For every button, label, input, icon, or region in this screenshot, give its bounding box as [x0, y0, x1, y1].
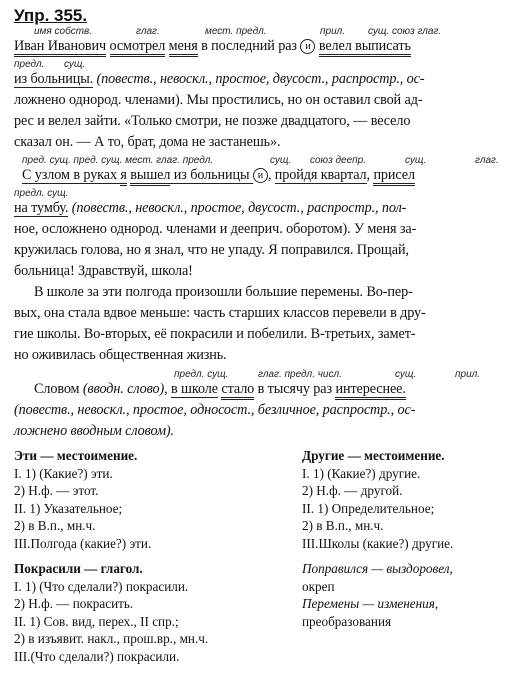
text-line: кружилась голова, но я знал, что не упаду. Я поправился. Прощай, [14, 242, 409, 258]
text-line: ложнено однород. членами). Мы простились, но он оставил свой ад- [14, 92, 423, 108]
exercise-title: Упр. 355. [14, 6, 88, 25]
annotation: сущ. [270, 155, 292, 166]
analysis-right-block-2: Поправился — выздоровел, окреп Перемены — изменения, преобразования [302, 561, 453, 629]
annotation: предл. сущ. [14, 188, 69, 199]
text-line: из больницы. (повеств., невоскл., простое, двусост., распростр., ос- [14, 71, 425, 87]
annotation: предл. [14, 59, 45, 70]
annotation: сущ. [395, 369, 417, 380]
annotation: имя собств. [34, 26, 93, 37]
annotation: глаг. [475, 155, 499, 166]
annotation: предл. сущ. [174, 369, 229, 380]
text-line: больница! Здравствуй, школа! [14, 263, 193, 279]
annotation: союз деепр. [310, 155, 367, 166]
text-line: ное, осложнено однород. членами и дееприч. оборотом). У меня за- [14, 221, 417, 237]
text-line: на тумбу. (повеств., невоскл., простое, двусост., распростр., пол- [14, 200, 407, 216]
text-line: но оживилась общественная жизнь. [14, 347, 227, 363]
annotation: прил. [320, 26, 346, 37]
text-line: С узлом в руках я вышел из больницы и , пройдя квартал, присел [22, 166, 518, 184]
analysis-left-block-1: Эти — местоимение. I. 1) (Какие?) эти. 2) Н.ф. — этот. II. 1) Указательное; 2) в В.п., мн.ч. III.Полгода (какие?) эти. [14, 448, 152, 551]
text-line: В школе за эти полгода произошли большие перемены. Во-пер- [34, 284, 413, 300]
text-line: рес и велел зайти. «Только смотри, не позже двадцатого, — весело [14, 113, 411, 129]
annotation: пред. сущ. пред. сущ. мест. глаг. предл. [22, 155, 214, 166]
annotation: сущ. [64, 59, 86, 70]
annotation: мест. предл. [205, 26, 267, 37]
text-line: (повеств., невоскл., простое, односост., безличное, распростр., ос- [14, 402, 416, 418]
text-line: сказал он. — А то, брат, дома не застанешь». [14, 134, 281, 150]
annotation: сущ. [405, 155, 427, 166]
analysis-left-block-2: Покрасили — глагол. I. 1) (Что сделали?) покрасили. 2) Н.ф. — покрасить. II. 1) Сов. вид, перех., II спр.; 2) в изъявит. накл., прош.вр., мн.ч. III.(Что сделали?) покрасили. [14, 561, 209, 664]
analysis-right-block-1: Другие — местоимение. I. 1) (Какие?) другие. 2) Н.ф. — другой. II. 1) Определительное; 2) в В.п., мн.ч. III.Школы (какие?) другие. [302, 448, 454, 551]
annotation: прил. [455, 369, 481, 380]
text-line: вых, она стала вдвое меньше: часть старших классов перевели в дру- [14, 305, 426, 321]
annotation: глаг. предл. числ. [258, 369, 342, 380]
annotation: сущ. союз глаг. [368, 26, 442, 37]
text-line: гие школы. Во-вторых, её покрасили и побелили. В-третьих, замет- [14, 326, 416, 342]
text-line: ложнено вводным словом). [14, 423, 174, 439]
text-line: Словом (вводн. слово), в школе стало в тысячу раз интереснее. [34, 380, 510, 398]
text-line: Иван Иванович осмотрел меня в последний раз и велел выписать [14, 37, 510, 55]
annotation: глаг. [136, 26, 160, 37]
